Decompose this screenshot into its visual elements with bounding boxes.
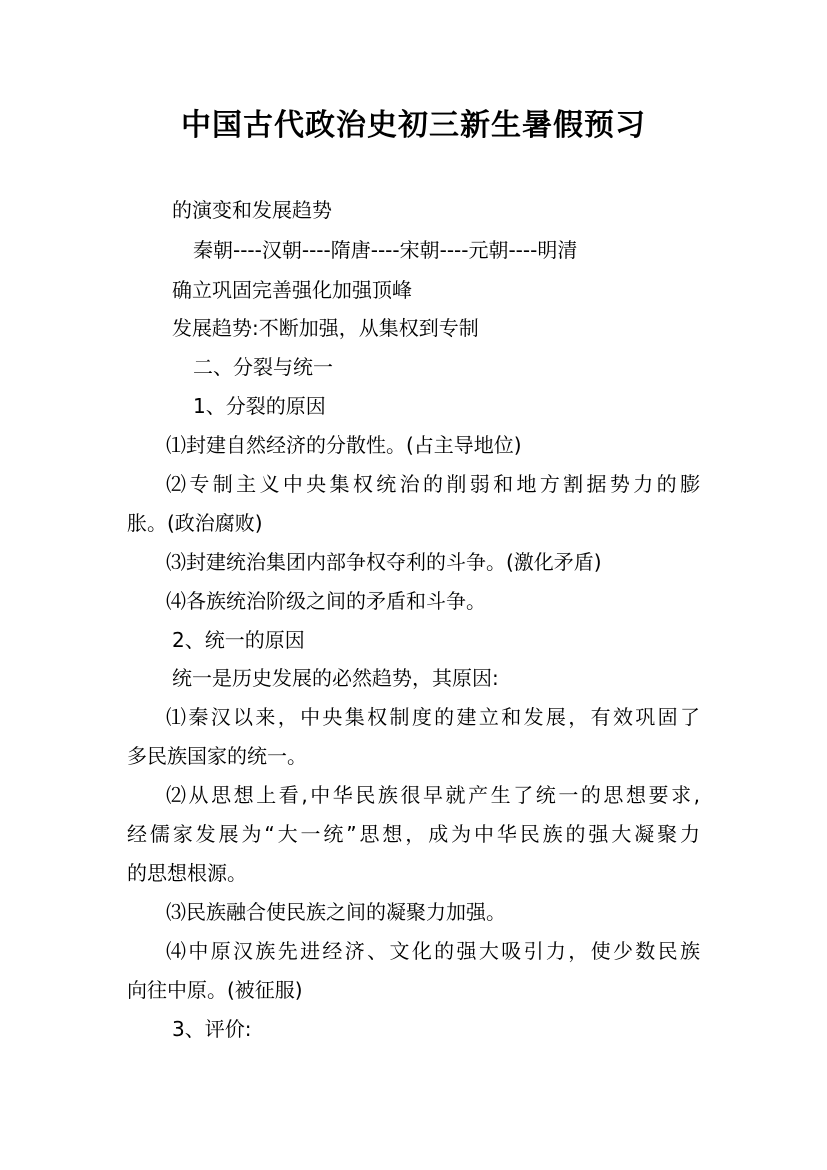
section-heading: 二、分裂与统一 [193,355,333,379]
text-line: ⑷中原汉族先进经济、文化的强大吸引力，使少数民族 [166,939,700,963]
text-line: 发展趋势:不断加强，从集权到专制 [172,316,479,340]
text-line: ⑴秦汉以来，中央集权制度的建立和发展，有效巩固了 [166,705,700,729]
text-line: ⑷各族统治阶级之间的矛盾和斗争。 [166,589,486,613]
text-line: 秦朝----汉朝----隋唐----宋朝----元朝----明清 [193,238,578,262]
subsection-heading: 2、统一的原因 [172,628,305,652]
text-line: 的演变和发展趋势 [172,198,332,222]
document-title: 中国古代政治史初三新生暑假预习 [181,108,646,143]
text-line: ⑵从思想上看,中华民族很早就产生了统一的思想要求, [166,783,700,807]
subsection-heading: 1、分裂的原因 [193,394,326,418]
text-line: ⑶封建统治集团内部争权夺利的斗争。(激化矛盾) [166,550,602,574]
text-line: ⑵专制主义中央集权统治的削弱和地方割据势力的膨 [166,472,700,496]
text-line: 的思想根源。 [127,861,247,885]
text-line: ⑴封建自然经济的分散性。(占主导地位) [166,433,522,457]
text-line: 统一是历史发展的必然趋势，其原因: [172,666,499,690]
text-line: 多民族国家的统一。 [127,744,307,768]
text-line: 向往中原。(被征服) [127,978,303,1002]
text-line: ⑶民族融合使民族之间的凝聚力加强。 [166,900,506,924]
subsection-heading: 3、评价: [172,1017,252,1041]
text-line: 确立巩固完善强化加强顶峰 [172,278,412,302]
text-line: 胀。(政治腐败) [127,511,263,535]
text-line: 经儒家发展为“大一统”思想，成为中华民族的强大凝聚力 [127,822,700,846]
